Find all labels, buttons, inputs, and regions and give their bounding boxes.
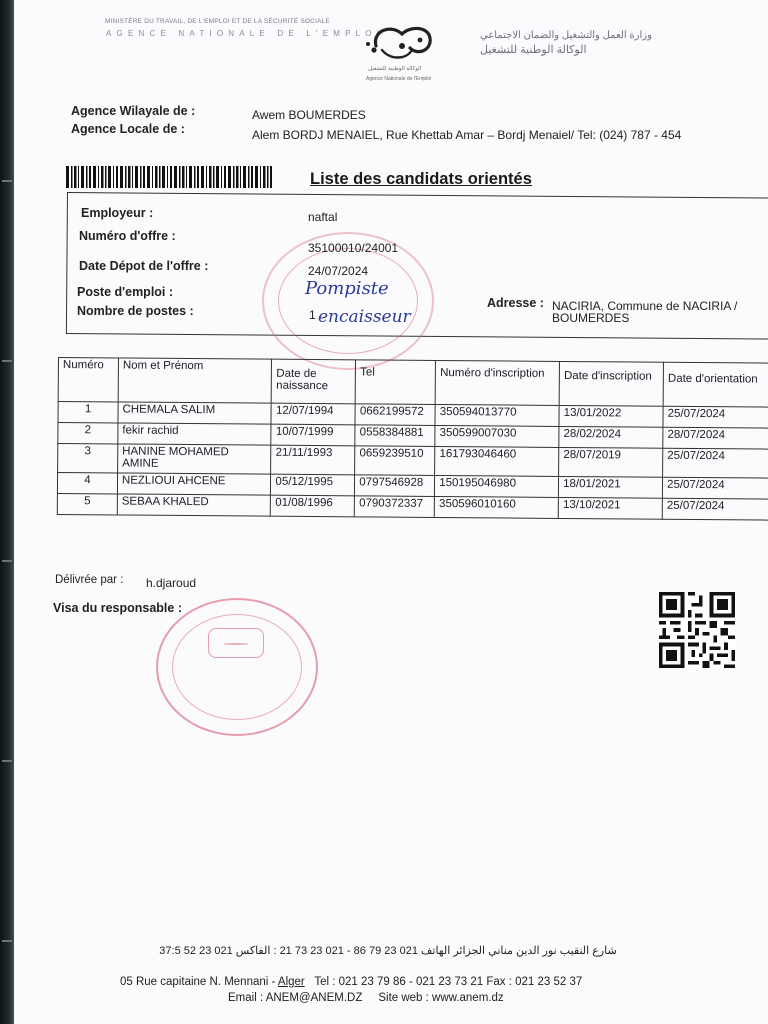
footer-address-fr	[120, 976, 582, 988]
agency-wilayale-label: Agence Wilayale de :	[71, 104, 196, 118]
col-header-name: Nom et Prénom	[118, 358, 272, 403]
cell-registration-date: 13/10/2021	[558, 497, 662, 519]
cell-orientation-date: 25/07/2024	[663, 406, 768, 428]
offer-number-label: Numéro d'offre :	[79, 229, 176, 243]
footer-online	[228, 992, 504, 1004]
issued-by-label: Délivrée par :	[55, 574, 124, 586]
cell-name: SEBAA KHALED	[117, 494, 271, 516]
positions-note-handwritten: encaisseur	[318, 307, 411, 327]
footer-address-ar: شارع النقيب نور الدين مناني الجزائر الهاتف 021 23 79 86 - 021 23 73 21 : الفاكس 021 23 52 37:5	[159, 945, 617, 957]
col-header-registration-number: Numéro d'inscription	[435, 360, 559, 405]
cell-registration-number: 150195046980	[435, 475, 559, 497]
logo-caption-fr: Agence Nationale de l'Emploi	[366, 76, 432, 82]
address-label: Adresse :	[487, 296, 544, 310]
positions-count-label: Nombre de postes :	[77, 304, 194, 318]
cell-tel: 0790372337	[355, 496, 435, 518]
cell-birth-date: 21/11/1993	[271, 445, 355, 475]
cell-name: fekir rachid	[118, 423, 272, 445]
cell-number: 1	[58, 402, 118, 423]
offer-number-value: 35100010/24001	[308, 241, 399, 255]
anem-logo	[362, 20, 442, 64]
positions-count-value: 1	[309, 308, 316, 322]
binder-hole	[2, 940, 12, 942]
agency-locale-value: Alem BORDJ MENAIEL, Rue Khettab Amar – Bordj Menaiel/ Tel: (024) 787 - 454	[252, 128, 682, 142]
binder-strip	[0, 0, 14, 1024]
cell-registration-date: 28/02/2024	[559, 426, 663, 448]
footer-street: 05 Rue capitaine N. Mennani -	[120, 976, 276, 988]
footer-contacts: Tel : 021 23 79 86 - 021 23 73 21 Fax : 021 23 52 37	[314, 976, 583, 988]
agency-locale-label: Agence Locale de :	[71, 122, 185, 136]
cell-birth-date: 12/07/1994	[271, 403, 355, 425]
cell-registration-date: 13/01/2022	[559, 405, 663, 427]
employer-value: naftal	[308, 210, 338, 224]
stamp-inner-seal	[208, 628, 264, 658]
col-header-birth-date: Date de naissance	[272, 359, 356, 404]
agency-name-ar: الوكالة الوطنية للتشغيل	[480, 44, 587, 56]
cell-number: 5	[57, 493, 117, 514]
visa-label: Visa du responsable :	[53, 601, 182, 615]
cell-name: NEZLIOUI AHCENE	[117, 473, 271, 495]
footer-city: Alger	[277, 976, 305, 988]
cell-orientation-date: 25/07/2024	[662, 498, 768, 520]
barcode	[66, 166, 272, 188]
qr-code	[658, 592, 736, 668]
cell-name: HANINE MOHAMED AMINE	[118, 444, 272, 474]
col-header-orientation-date: Date d'orientation	[663, 362, 768, 407]
cell-orientation-date: 28/07/2024	[663, 427, 768, 449]
cell-birth-date: 10/07/1999	[271, 424, 355, 446]
binder-hole	[2, 180, 12, 182]
cell-registration-number: 161793046460	[435, 446, 559, 476]
cell-number: 2	[58, 423, 118, 444]
cell-registration-date: 18/01/2021	[559, 476, 663, 498]
footer-email: Email : ANEM@ANEM.DZ	[228, 992, 363, 1004]
employer-label: Employeur :	[81, 206, 154, 220]
binder-hole	[2, 760, 12, 762]
table-header-row	[58, 358, 768, 408]
offer-date-value: 24/07/2024	[308, 264, 369, 278]
col-header-registration-date: Date d'inscription	[559, 361, 663, 406]
col-header-number: Numéro	[58, 358, 118, 402]
cell-tel: 0558384881	[355, 425, 435, 447]
table-row	[57, 493, 768, 520]
position-handwritten: Pompiste	[305, 278, 389, 299]
offer-date-label: Date Dépot de l'offre :	[79, 259, 209, 273]
address-line-1: NACIRIA, Commune de NACIRIA /	[552, 299, 738, 313]
cell-registration-number: 350594013770	[435, 404, 559, 426]
logo-caption-ar: الوكالة الوطنية للتشغيل	[368, 66, 422, 72]
cell-name: CHEMALA SALIM	[118, 402, 272, 424]
cell-orientation-date: 25/07/2024	[663, 448, 768, 478]
ministry-name-fr: MINISTÈRE DU TRAVAIL, DE L'EMPLOI ET DE LA SÉCURITÉ SOCIALE	[105, 18, 330, 25]
cell-tel: 0662199572	[355, 404, 435, 426]
cell-tel: 0797546928	[355, 475, 435, 497]
binder-hole	[2, 560, 12, 562]
cell-birth-date: 01/08/1996	[271, 495, 355, 517]
issued-by-value: h.djaroud	[146, 576, 197, 590]
candidates-table	[57, 357, 768, 521]
document-title: Liste des candidats orientés	[310, 170, 532, 188]
cell-number: 3	[58, 444, 118, 473]
position-label: Poste d'emploi :	[77, 285, 174, 299]
cell-birth-date: 05/12/1995	[271, 474, 355, 496]
agency-wilayale-value: Awem BOUMERDES	[252, 108, 366, 122]
official-round-stamp	[156, 598, 318, 736]
cell-tel: 0659239510	[355, 446, 435, 476]
col-header-tel: Tel	[355, 360, 435, 405]
cell-registration-number: 350599007030	[435, 425, 559, 447]
cell-registration-number: 350596010160	[434, 496, 558, 518]
footer-website: Site web : www.anem.dz	[378, 992, 504, 1004]
cell-registration-date: 28/07/2019	[559, 447, 663, 477]
agency-name-fr: AGENCE NATIONALE DE L'EMPLOI	[106, 29, 385, 38]
cell-orientation-date: 25/07/2024	[662, 477, 768, 499]
binder-hole	[2, 360, 12, 362]
address-line-2: BOUMERDES	[552, 311, 630, 325]
ministry-name-ar: وزارة العمل والتشغيل والضمان الاجتماعي	[480, 30, 652, 41]
cell-number: 4	[57, 473, 117, 494]
